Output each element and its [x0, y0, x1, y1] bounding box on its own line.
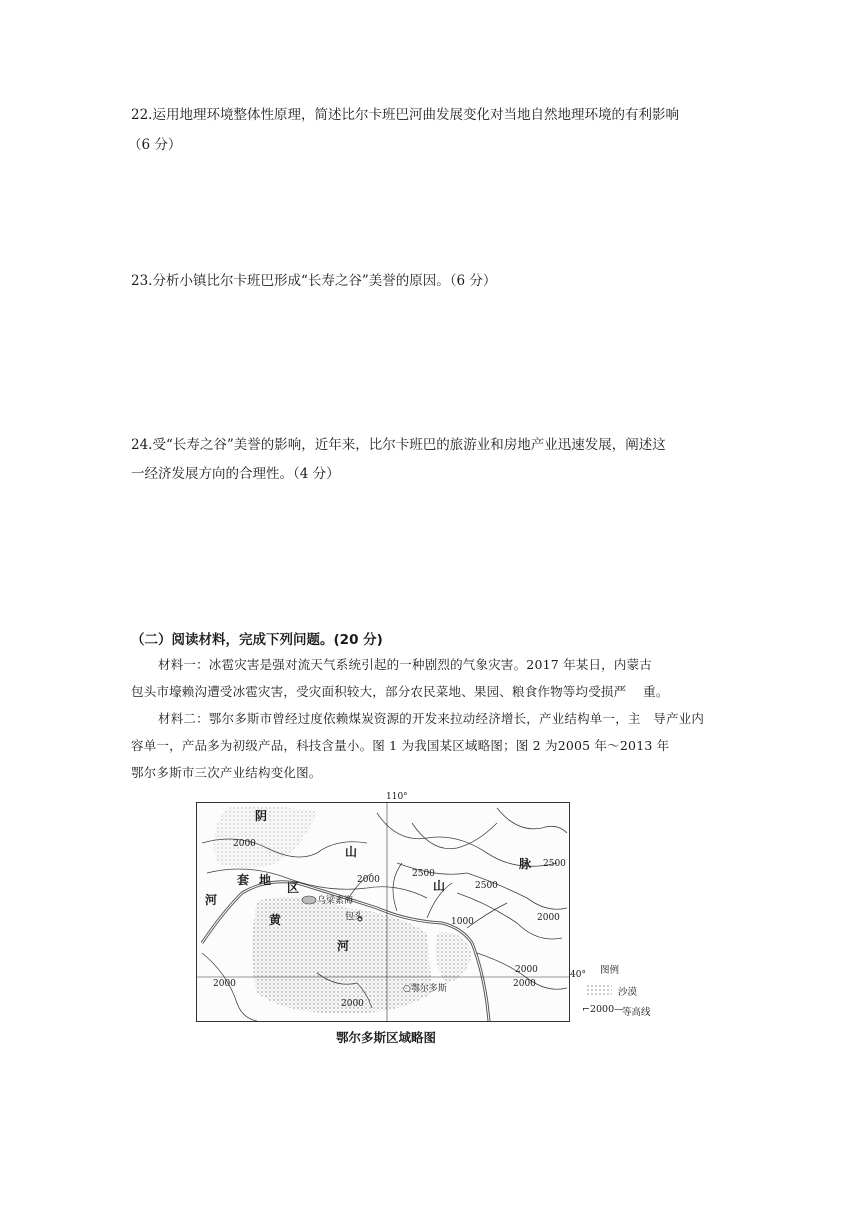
region-map	[196, 802, 570, 1022]
material1-line2: 包头市壕赖沟遭受冰雹灾害，受灾面积较大，部分农民菜地、果园、粮食作物等均受损严 重。	[131, 684, 669, 699]
wuliangsuhai-lake	[302, 896, 316, 904]
contour-label: 2000	[513, 979, 536, 989]
label-huang: 黄	[269, 913, 282, 927]
map-caption: 鄂尔多斯区域略图	[336, 1030, 437, 1045]
contour-label: 2500	[475, 881, 498, 891]
label-he: 河	[205, 893, 218, 907]
legend-desert-swatch	[586, 984, 612, 996]
contour-label: 2000	[515, 965, 538, 975]
legend-desert-label: 沙漠	[618, 987, 638, 998]
longitude-label: 110°	[386, 792, 408, 802]
label-ordos: ○鄂尔多斯	[403, 984, 447, 994]
question-22-line2: （6 分）	[128, 137, 182, 153]
desert-area-east	[436, 932, 472, 983]
material1-line1: 材料一：冰雹灾害是强对流天气系统引起的一种剧烈的气象灾害。2017 年某日，内蒙古	[158, 657, 652, 672]
label-baotou: 包头	[345, 912, 364, 922]
question-23: 23.分析小镇比尔卡班巴形成“长寿之谷”美誉的原因。（6 分）	[131, 273, 497, 289]
contour-label: 2000	[537, 913, 560, 923]
material2-line3: 鄂尔多斯市三次产业结构变化图。	[131, 765, 322, 780]
label-yin: 阴	[255, 809, 268, 823]
label-di: 地	[259, 873, 272, 887]
contour-label: 1000	[451, 917, 474, 927]
legend-title: 图例	[600, 965, 620, 976]
label-mai: 脉	[519, 857, 532, 871]
question-24-line1: 24.受“长寿之谷”美誉的影响，近年来，比尔卡班巴的旅游业和房地产业迅速发展，阐述这	[131, 437, 666, 453]
contour-label: 2000	[357, 875, 380, 885]
label-shan-2: 山	[433, 879, 446, 893]
question-24-line2: 一经济发展方向的合理性。（4 分）	[131, 466, 340, 482]
legend-contour-label: 等高线	[622, 1007, 651, 1018]
label-he-2: 河	[337, 939, 350, 953]
label-wuliangsuhai: 乌梁素海	[317, 896, 354, 906]
section-title: （二）阅读材料，完成下列问题。(20 分)	[131, 632, 383, 648]
material2-line2: 容单一，产品多为初级产品，科技含量小。图 1 为我国某区域略图；图 2 为2005 年～2013 年	[131, 738, 670, 753]
latitude-label: 40°	[570, 970, 586, 980]
material2-line1: 材料二：鄂尔多斯市曾经过度依赖煤炭资源的开发来拉动经济增长，产业结构单一，主 导产业内	[158, 711, 705, 726]
contour-label: 2500	[543, 859, 566, 869]
legend-contour-swatch: ⌐2000—	[582, 1004, 624, 1015]
label-qu: 区	[287, 881, 300, 895]
contour-label: 2000	[213, 979, 236, 989]
contour-label: 2000	[233, 839, 256, 849]
contour-label: 2000	[341, 999, 364, 1009]
label-tao: 套	[237, 873, 250, 887]
contour-label: 2500	[412, 869, 435, 879]
label-shan-1: 山	[345, 845, 358, 859]
question-22-line1: 22.运用地理环境整体性原理，简述比尔卡班巴河曲发展变化对当地自然地理环境的有利影响	[131, 107, 679, 123]
